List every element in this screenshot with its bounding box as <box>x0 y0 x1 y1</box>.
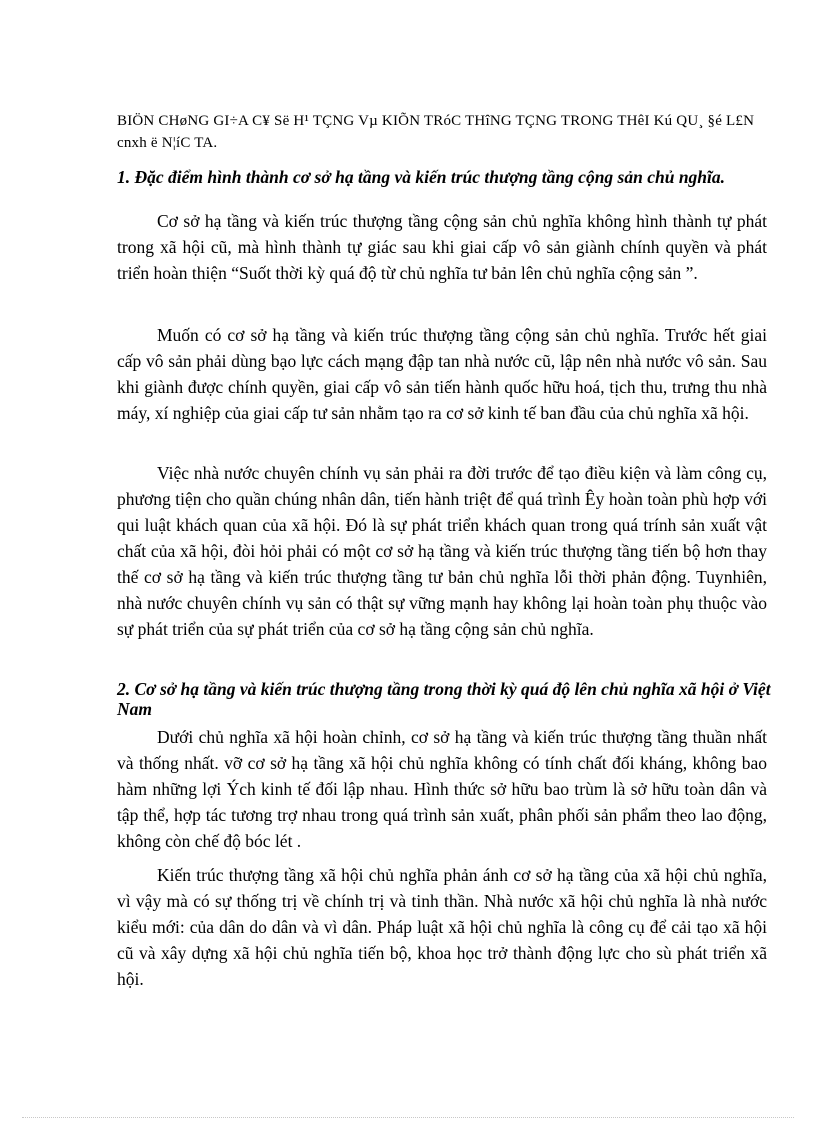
section-2-paragraph-2: Kiến trúc thượng tầng xã hội chủ nghĩa phản ánh cơ sở hạ tầng của xã hội chủ nghĩa, vì vậy mà có sự thống trị về chính trị và tinh thần. Nhà nước xã hội chủ nghĩa là nhà nước kiểu mới: của dân do dân và vì dân. Pháp luật xã hội chủ nghĩa là công cụ để cải tạo xã hội cũ và xây dựng xã hội chủ nghĩa tiến bộ, khoa học trở thành động lực cho sù phát triển xã hội. <box>117 865 767 989</box>
section-1-paragraph-3: Việc nhà nước chuyên chính vụ sản phải ra đời trước để tạo điều kiện và làm công cụ, phương tiện cho quần chúng nhân dân, tiến hành triệt để quá trình Êy hoàn toàn phù hợp với qui luật khách quan của xã hội. Đó là sự phát triển khách quan trong quá trính sản xuất vật chất của xã hội, đòi hỏi phải có một cơ sở hạ tầng và kiến trúc thượng tầng tiến bộ hơn thay thế cơ sở hạ tầng và kiến trúc thượng tầng tư bản chủ nghĩa lỗi thời phản động. Tuynhiên, nhà nước chuyên chính vụ sản có thật sự vững mạnh hay không lại hoàn toàn phụ thuộc vào sự phát triển của sự phát triển của cơ sở hạ tầng cộng sản chủ nghĩa. <box>117 463 767 639</box>
section-1-heading: 1. Đặc điểm hình thành cơ sở hạ tầng và kiến trúc thượng tầng cộng sản chủ nghĩa. <box>117 167 726 187</box>
section-2-heading: 2. Cơ sở hạ tầng và kiến trúc thượng tầng trong thời kỳ quá độ lên chủ nghĩa xã hội ở Việt Nam <box>117 679 771 719</box>
section-1-paragraph-1: Cơ sở hạ tầng và kiến trúc thượng tầng cộng sản chủ nghĩa không hình thành tự phát trong xã hội cũ, mà hình thành tự giác sau khi giai cấp vô sản giành chính quyền và phát triển hoàn thiện “Suốt thời kỳ quá độ từ chủ nghĩa tư bản lên chủ nghĩa cộng sản ”. <box>117 211 767 283</box>
section-1-paragraph-2: Muốn có cơ sở hạ tầng và kiến trúc thượng tầng cộng sản chủ nghĩa. Trước hết giai cấp vô sản phải dùng bạo lực cách mạng đập tan nhà nước cũ, lập nên nhà nước vô sản. Sau khi giành được chính quyền, giai cấp vô sản tiến hành quốc hữu hoá, tịch thu, trưng thu nhà máy, xí nghiệp của giai cấp tư sản nhằm tạo ra cơ sở kinh tế ban đầu của chủ nghĩa xã hội. <box>117 325 767 423</box>
document-title: BIÖN CHøNG GI÷A C¥ Së H¹ TÇNG Vµ KIÕN TRóC THîNG TÇNG TRONG THêI Kú QU¸ §é L£N cnxh ë N¦íC TA. <box>117 113 755 151</box>
page-bottom-divider <box>22 1117 794 1118</box>
section-2-paragraph-1: Dưới chủ nghĩa xã hội hoàn chỉnh, cơ sở hạ tầng và kiến trúc thượng tầng thuần nhất và thống nhất. vỡ cơ sở hạ tầng xã hội chủ nghĩa không có tính chất đối kháng, không bao hàm những lợi Ých kinh tế đối lập nhau. Hình thức sở hữu bao trùm là sở hữu toàn dân và tập thể, hợp tác tương trợ nhau trong quá trình sản xuất, phân phối sản phẩm theo lao động, không còn chế độ bóc lét . <box>117 727 767 851</box>
